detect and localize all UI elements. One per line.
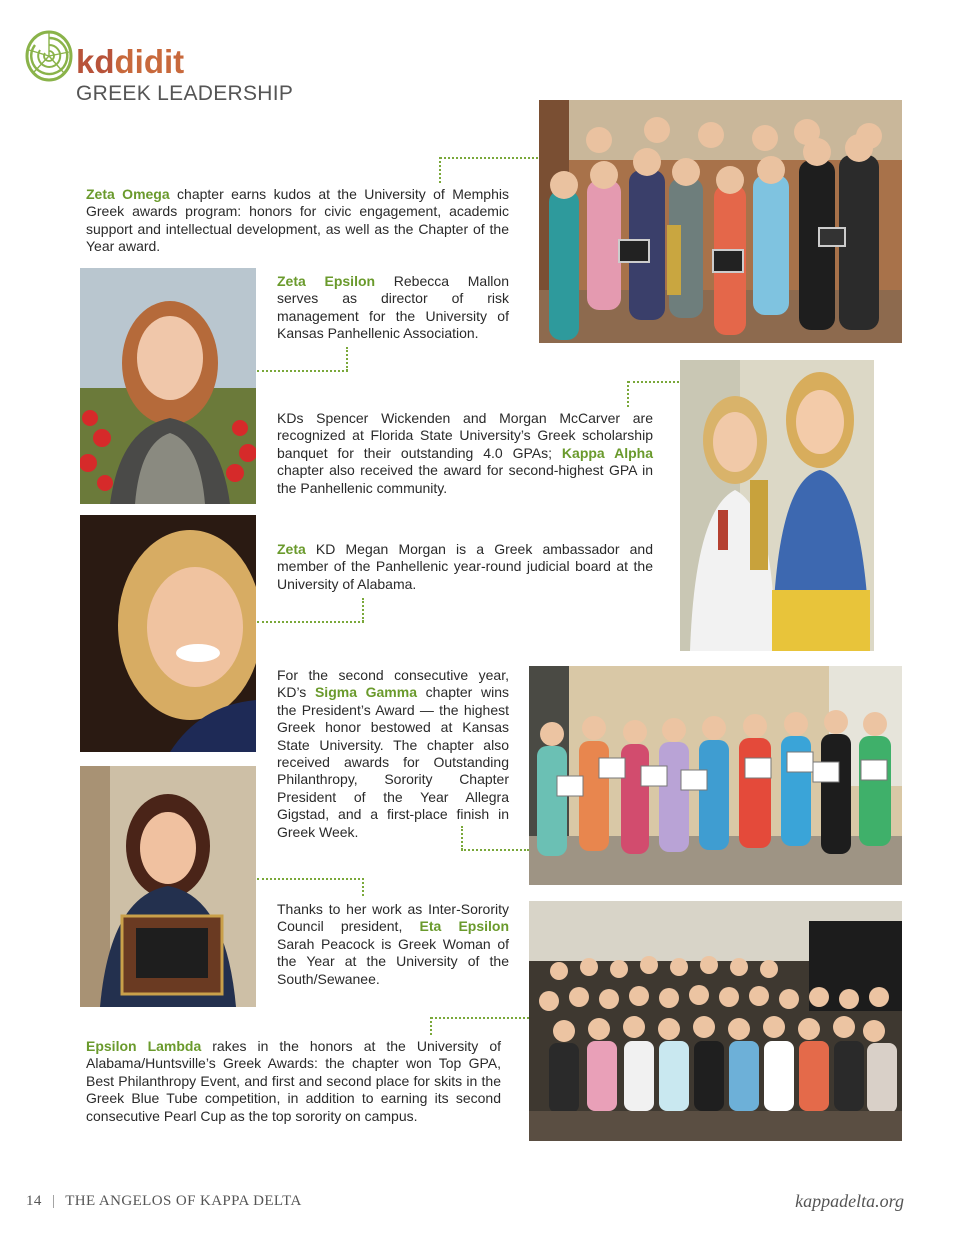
epsilon-lambda-group-photo [529,901,902,1141]
chapter-name: Zeta Omega [86,186,170,202]
brand-suffix: didit [114,43,185,80]
connector-line [430,1017,432,1035]
connector-line [627,381,629,407]
zeta-portrait-photo [80,515,256,752]
publication-title: THE ANGELOS OF KAPPA DELTA [65,1193,302,1209]
connector-line [362,598,364,622]
story-text-before: Thanks to her work as Inter-Sorority Council president, [277,901,509,935]
zeta-epsilon-story [277,273,509,343]
story-text-after: chapter wins the President’s Award — the highest Greek honor bestowed at Kansas State University. The chapter also received awards for Outstanding Philanthropy, Sorority Chapter President of the Year Allegra Gigstad, and a first-place finish in Greek Week. [277,684,510,840]
website-link[interactable]: kappadelta.org [795,1191,904,1211]
story-text-before: KDs Spencer Wickenden and Morgan McCarver are recognized at Florida State University’s Greek scholarship banquet for their outstanding 4.0 GPAs; [277,410,653,461]
connector-line [257,621,364,623]
chapter-name: Sigma Gamma [314,684,417,701]
chapter-name: Zeta [277,541,306,557]
sigma-gamma-story [277,667,509,841]
kappa-alpha-award-photo [680,360,874,651]
connector-line [431,1017,529,1019]
zeta-omega-group-photo [539,100,902,343]
story-text: chapter earns kudos at the University of Memphis Greek awards program: honors for civic engagement, academic support and intellectual development, as well as the Chapter of the Year award. [86,186,509,255]
connector-line [362,878,364,896]
page-number: 14 [26,1193,42,1209]
connector-line [628,381,679,383]
connector-line [346,347,348,371]
connector-line [461,826,463,850]
story-text-after: Sarah Peacock is Greek Woman of the Year at the University of the South/Sewanee. [277,935,509,987]
zeta-epsilon-portrait-photo [80,268,256,504]
sigma-gamma-group-photo [529,666,902,885]
story-text: Rebecca Mallon serves as director of risk management for the University of Kansas Panhellenic Association. [277,273,509,342]
kappa-alpha-story [277,410,653,497]
page-footer [26,1193,302,1210]
brand-prefix: kd [76,43,115,80]
zeta-story [277,541,653,593]
connector-line [461,849,529,851]
eta-epsilon-story [277,901,509,988]
chapter-name: Kappa Alpha [561,444,653,461]
zeta-omega-story [86,186,509,256]
chapter-name: Eta Epsilon [419,918,510,935]
epsilon-lambda-story [86,1038,501,1125]
eta-epsilon-portrait-photo [80,766,256,1007]
footer-separator: | [51,1193,56,1209]
brand-wordmark [76,45,184,78]
story-text-after: chapter also received the award for second-highest GPA in the Panhellenic community. [277,462,653,496]
story-text: KD Megan Morgan is a Greek ambassador and member of the Panhellenic year-round judicial board at the University of Alabama. [277,541,653,592]
chapter-name: Epsilon Lambda [86,1038,202,1054]
section-title: GREEK LEADERSHIP [76,82,294,105]
connector-line [439,157,441,183]
story-text-before: For the second consecutive year, KD’s [277,667,509,701]
connector-line [257,878,364,880]
chapter-name: Zeta Epsilon [277,273,376,289]
connector-line [257,370,348,372]
story-text: rakes in the honors at the University of Alabama/Huntsville’s Greek Awards: the chapter won Top GPA, Best Philanthropy Event, and first and second place for skits in the Greek Blue Tube competition, in addition to earning its second consecutive Pearl Cup as the top sorority on campus. [86,1038,501,1124]
connector-line [440,157,538,159]
nautilus-logo-icon [24,26,74,84]
